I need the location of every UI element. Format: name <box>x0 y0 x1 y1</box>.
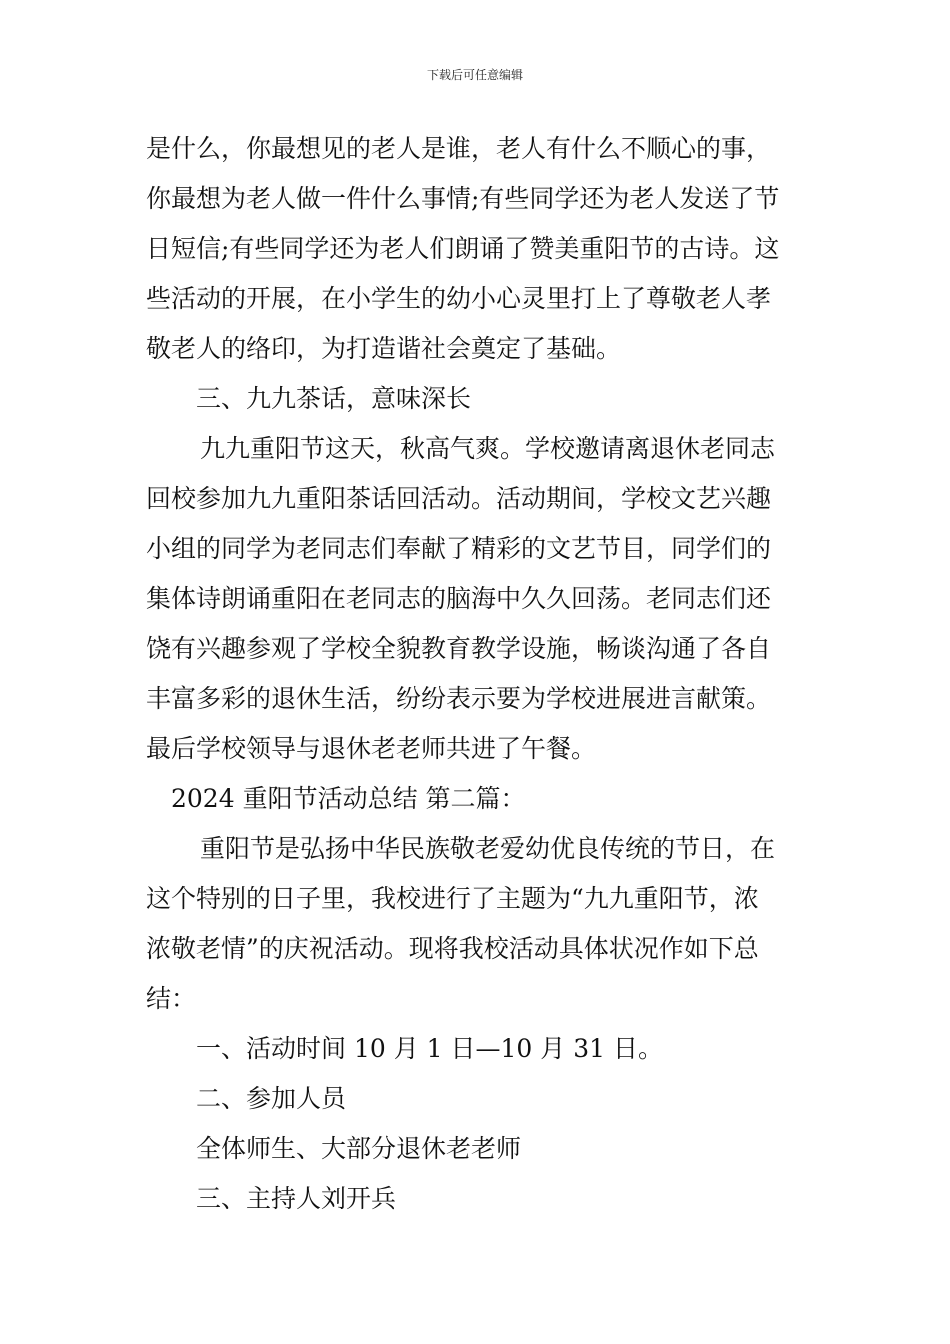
text-line: 结： <box>146 984 197 1013</box>
text-line: 饶有兴趣参观了学校全貌教育教学设施，畅谈沟通了各自 <box>146 634 772 663</box>
section-heading: 三、九九茶话，意味深长 <box>196 384 472 413</box>
paragraph-start: 重阳节是弘扬中华民族敬老爱幼优良传统的节日，在 <box>200 834 776 863</box>
page-header: 下载后可任意编辑 <box>426 68 523 82</box>
text-line: 你最想为老人做一件什么事情;有些同学还为老人发送了节 <box>146 184 780 213</box>
text-line: 丰富多彩的退休生活，纷纷表示要为学校进展进言献策。 <box>146 684 772 713</box>
text-line: 最后学校领导与退休老老师共进了午餐。 <box>146 734 597 763</box>
text-line: 日短信;有些同学还为老人们朗诵了赞美重阳节的古诗。这 <box>146 234 780 263</box>
text-line: 回校参加九九重阳茶话回活动。活动期间，学校文艺兴趣 <box>146 484 772 513</box>
article-title: 2024 重阳节活动总结 第二篇： <box>171 784 526 813</box>
text-line: 集体诗朗诵重阳在老同志的脑海中久久回荡。老同志们还 <box>146 584 772 613</box>
text-line: 是什么，你最想见的老人是谁，老人有什么不顺心的事， <box>146 134 772 163</box>
paragraph-start: 九九重阳节这天，秋高气爽。学校邀请离退休老同志 <box>200 434 776 463</box>
document-body <box>146 124 810 1224</box>
text-line: 些活动的开展，在小学生的幼小心灵里打上了尊敬老人孝 <box>146 284 772 313</box>
text-line: 全体师生、大部分退休老老师 <box>196 1134 522 1163</box>
text-line: 敬老人的络印，为打造谐社会奠定了基础。 <box>146 334 622 363</box>
text-line: 小组的同学为老同志们奉献了精彩的文艺节目，同学们的 <box>146 534 772 563</box>
section-heading: 三、主持人刘开兵 <box>196 1184 397 1213</box>
section-heading: 一、活动时间 10 月 1 日—10 月 31 日。 <box>196 1034 663 1063</box>
text-line: 这个特别的日子里，我校进行了主题为“九九重阳节，浓 <box>146 884 759 913</box>
section-heading: 二、参加人员 <box>196 1084 347 1113</box>
text-line: 浓敬老情”的庆祝活动。现将我校活动具体状况作如下总 <box>146 934 759 963</box>
